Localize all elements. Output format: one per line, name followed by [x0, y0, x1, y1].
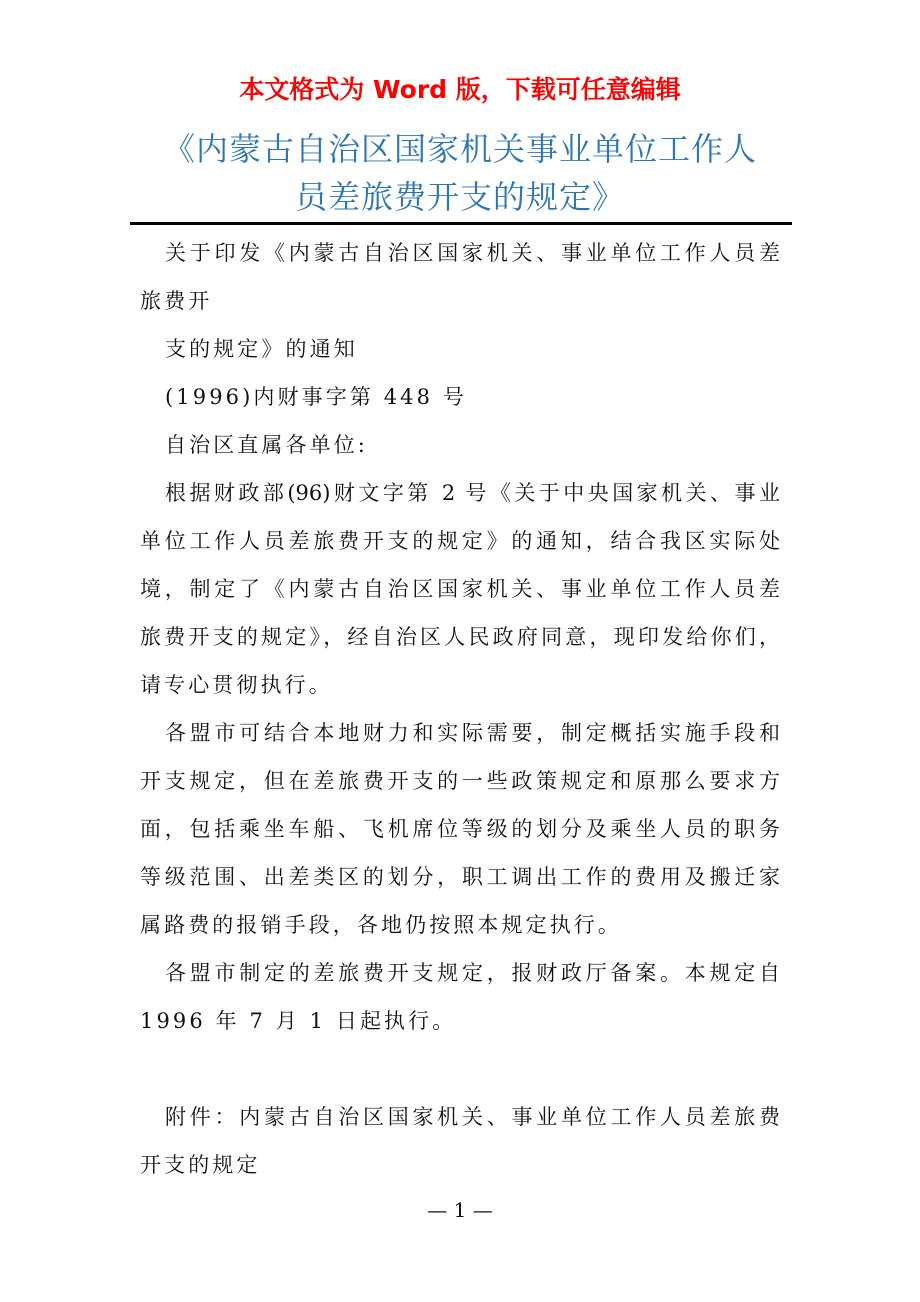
body-line: 根据财政部(96)财文字第 2 号《关于中央国家机关、事业	[165, 481, 780, 505]
blank-line	[140, 1052, 780, 1100]
document-body	[140, 236, 780, 1196]
body-line: 旅费开支的规定》，经自治区人民政府同意，现印发给你们，	[140, 625, 780, 649]
body-line: 请专心贯彻执行。	[140, 673, 333, 697]
body-line: 旅费开	[140, 289, 213, 313]
body-line: 境，制定了《内蒙古自治区国家机关、事业单位工作人员差	[140, 577, 780, 601]
addressee: 自治区直属各单位:	[165, 433, 368, 457]
format-notice-banner: 本文格式为 Word 版，下载可任意编辑	[239, 75, 681, 104]
document-number: (1996)内财事字第 448 号	[165, 385, 467, 409]
page-number: — 1 —	[427, 1198, 493, 1222]
body-line: 1996 年 7 月 1 日起执行。	[140, 1009, 457, 1033]
body-line: 面，包括乘坐车船、飞机席位等级的划分及乘坐人员的职务	[140, 817, 780, 841]
body-line: 单位工作人员差旅费开支的规定》的通知，结合我区实际处	[140, 529, 780, 553]
attachment-line: 开支的规定	[140, 1153, 261, 1177]
body-line: 等级范围、出差类区的划分，职工调出工作的费用及搬迁家	[140, 865, 780, 889]
document-title-line-2: 员差旅费开支的规定》	[294, 178, 625, 216]
body-line: 各盟市制定的差旅费开支规定，报财政厅备案。本规定自	[165, 961, 780, 985]
body-line: 关于印发《内蒙古自治区国家机关、事业单位工作人员差	[165, 241, 780, 265]
body-line: 支的规定》的通知	[165, 337, 358, 361]
attachment-line: 附件：内蒙古自治区国家机关、事业单位工作人员差旅费	[165, 1105, 780, 1129]
body-line: 属路费的报销手段，各地仍按照本规定执行。	[140, 913, 622, 937]
title-divider	[130, 222, 792, 225]
body-line: 开支规定，但在差旅费开支的一些政策规定和原那么要求方	[140, 769, 780, 793]
body-line: 各盟市可结合本地财力和实际需要，制定概括实施手段和	[165, 721, 780, 745]
document-title-line-1: 《内蒙古自治区国家机关事业单位工作人	[162, 130, 757, 168]
